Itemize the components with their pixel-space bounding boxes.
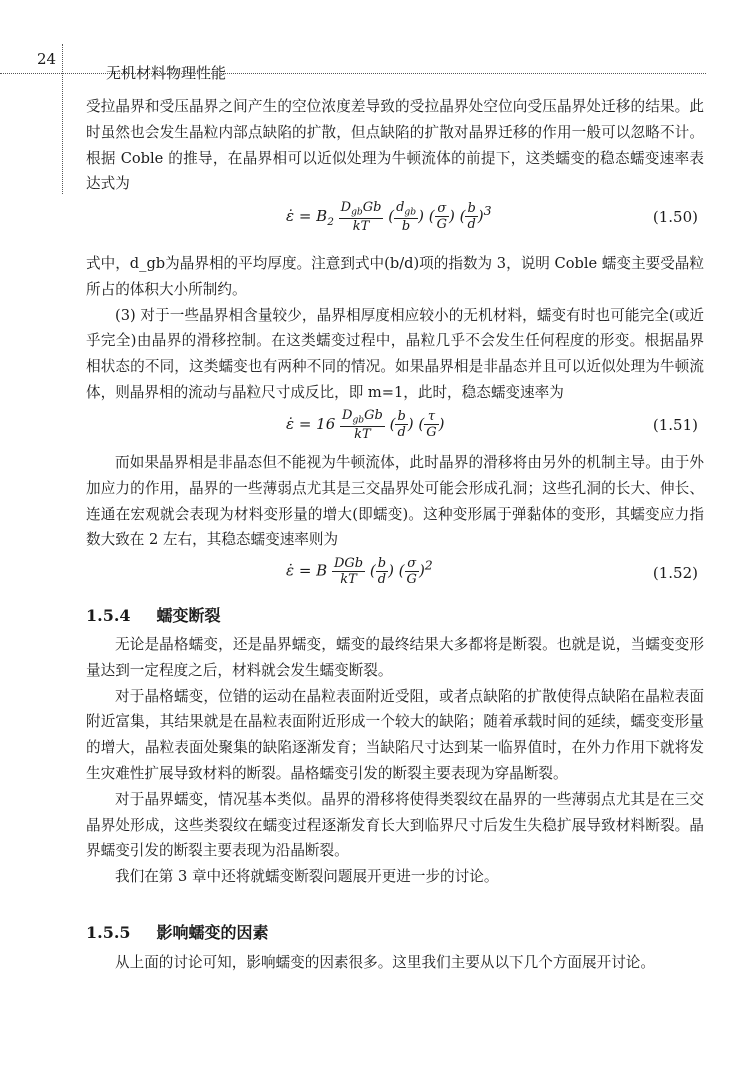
equation-number: (1.51) xyxy=(652,416,698,434)
page-number: 24 xyxy=(37,50,57,68)
paragraph: 我们在第 3 章中还将就蠕变断裂问题展开更进一步的讨论。 xyxy=(115,868,499,886)
paragraph-block-3 xyxy=(86,450,704,553)
equation-1-52 xyxy=(86,552,704,596)
paragraph: 对于晶格蠕变，位错的运动在晶粒表面附近受阻，或者点缺陷的扩散使得点缺陷在晶粒表面附近富集，其结果就是在晶粒表面附近形成一个较大的缺陷；随着承载时间的延续，蠕变变形量的增大，晶粒表面处聚集的缺陷逐渐发育；当缺陷尺寸达到某一临界值时，在外力作用下就将发生灾难性扩展导致材料的断裂。晶格蠕变引发的断裂主要表现为穿晶断裂。 xyxy=(86,687,704,782)
equation-number: (1.52) xyxy=(652,564,698,582)
section-heading-1-5-4 xyxy=(86,603,221,626)
equation-formula: ε̇ = B $\frac{\text{DGb}}{kT}$ ( $\frac{b}{d}$ ) ( $\frac{\sigma}{G}$ )$^2$ xyxy=(286,556,433,587)
paragraph: 从上面的讨论可知，影响蠕变的因素很多。这里我们主要从以下几个方面展开讨论。 xyxy=(115,954,655,971)
running-title: 无机材料物理性能 xyxy=(106,64,227,82)
section-title: 影响蠕变的因素 xyxy=(156,923,269,942)
paragraph: 无论是晶格蠕变，还是晶界蠕变，蠕变的最终结果大多都将是断裂。也就是说，当蠕变变形量达到一定程度之后，材料就会发生蠕变断裂。 xyxy=(86,636,704,679)
paragraph: 受拉晶界和受压晶界之间产生的空位浓度差导致的受拉晶界处空位向受压晶界处迁移的结果。此时虽然也会发生晶粒内部点缺陷的扩散，但点缺陷的扩散对晶界迁移的作用一般可以忽略不计。根据 Coble 的推导，在晶界相可以近似处理为牛顿流体的前提下，这类蠕变的稳态蠕变速率表达式为 xyxy=(86,98,704,193)
paragraph-block-4 xyxy=(86,632,704,890)
equation-number: (1.50) xyxy=(652,208,698,226)
header-rule xyxy=(0,73,706,74)
section-number: 1.5.4 xyxy=(86,606,131,625)
section-number: 1.5.5 xyxy=(86,923,131,942)
paragraph: 对于晶界蠕变，情况基本类似。晶界的滑移将使得类裂纹在晶界的一些薄弱点尤其是在三交晶界处形成，这些类裂纹在蠕变过程逐渐发育长大到临界尺寸后发生失稳扩展导致材料断裂。晶界蠕变引发的断裂主要表现为沿晶断裂。 xyxy=(86,790,704,860)
equation-1-50 xyxy=(86,196,704,240)
paragraph-block-2 xyxy=(86,251,704,406)
paragraph: (3) 对于一些晶界相含量较少，晶界相厚度相应较小的无机材料，蠕变有时也可能完全(或近乎完全)由晶界的滑移控制。在这类蠕变过程中，晶粒几乎不会发生任何程度的形变。根据晶界相状态的不同，这类蠕变也有两种不同的情况。如果晶界相是非晶态并且可以近似处理为牛顿流体，则晶界相的流动与晶粒尺寸成反比，即 m=1，此时，稳态蠕变速率为 xyxy=(86,306,704,401)
paragraph-block-1 xyxy=(86,94,704,197)
equation-1-51 xyxy=(86,404,704,448)
paragraph: 式中，d_gb为晶界相的平均厚度。注意到式中(b/d)项的指数为 3，说明 Coble 蠕变主要受晶粒所占的体积大小所制约。 xyxy=(86,255,704,298)
section-title: 蠕变断裂 xyxy=(156,606,221,625)
paragraph-block-5 xyxy=(86,950,704,976)
margin-rule xyxy=(62,44,63,194)
equation-formula: ε̇ = 16 $\frac{D_{gb}Gb}{kT}$ ( $\frac{b}{d}$ ) ( $\frac{\tau}{G}$ ) xyxy=(286,408,445,442)
equation-formula: ε̇ = $B_2$ $\frac{D_{gb}Gb}{kT}$ ( $\frac{d_{gb}}{b}$ ) ( $\frac{\sigma}{G}$ ) ( $\frac{b}{d}$ )$^3$ xyxy=(286,200,492,234)
paragraph: 而如果晶界相是非晶态但不能视为牛顿流体，此时晶界的滑移将由另外的机制主导。由于外加应力的作用，晶界的一些薄弱点尤其是三交晶界处可能会形成孔洞；这些孔洞的长大、伸长、连通在宏观就会表现为材料变形量的增大(即蠕变)。这种变形属于弹黏体的变形，其蠕变应力指数大致在 2 左右，其稳态蠕变速率则为 xyxy=(86,454,704,549)
section-heading-1-5-5 xyxy=(86,920,269,943)
